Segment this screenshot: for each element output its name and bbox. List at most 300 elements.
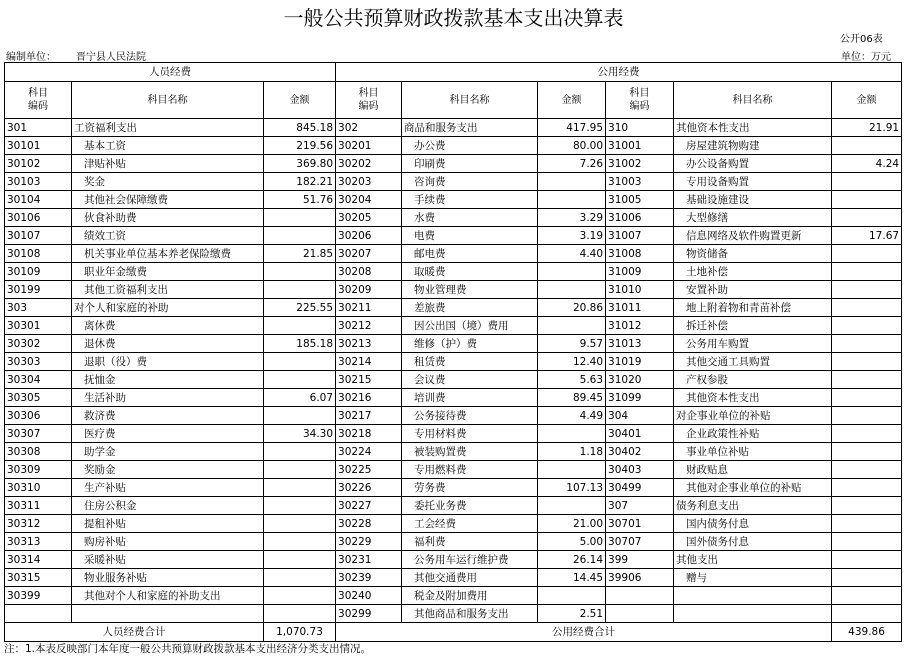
col3-amount-cell: 21.91 (832, 119, 902, 137)
col1-code-cell: 30302 (5, 335, 72, 353)
col3-code-cell: 31013 (606, 335, 674, 353)
col2-amount-cell: 7.26 (538, 155, 606, 173)
col1-code-cell: 30301 (5, 317, 72, 335)
col3-code-cell: 39906 (606, 569, 674, 587)
col1-amount-cell (264, 227, 336, 245)
col3-name-cell: 拆迁补偿 (674, 317, 832, 335)
col1-code-cell: 30308 (5, 443, 72, 461)
table-row (5, 443, 902, 461)
col3-code-cell: 31099 (606, 389, 674, 407)
col2-amount-cell: 26.14 (538, 551, 606, 569)
col3-name-cell: 对企事业单位的补贴 (674, 407, 832, 425)
section-public: 公用经费 (336, 63, 902, 82)
col1-name-cell: 采暖补贴 (72, 551, 264, 569)
col3-name-cell: 其他支出 (674, 551, 832, 569)
col1-code-cell: 30313 (5, 533, 72, 551)
col3-amount-cell (832, 425, 902, 443)
col3-code-cell: 399 (606, 551, 674, 569)
col3-amount-cell (832, 263, 902, 281)
col1-name-cell: 其他社会保障缴费 (72, 191, 264, 209)
col2-name-cell: 其他商品和服务支出 (402, 605, 538, 623)
col1-code-cell: 30399 (5, 587, 72, 605)
col3-name-cell: 国外债务付息 (674, 533, 832, 551)
col3-name-cell: 其他资本性支出 (674, 119, 832, 137)
col1-name-cell: 工资福利支出 (72, 119, 264, 137)
col3-name-cell: 事业单位补贴 (674, 443, 832, 461)
table-row (5, 155, 902, 173)
col3-name-cell: 赠与 (674, 569, 832, 587)
col3-amount-cell (832, 389, 902, 407)
col1-name-cell: 提租补贴 (72, 515, 264, 533)
col2-code-cell: 30213 (336, 335, 402, 353)
col3-code-cell: 30707 (606, 533, 674, 551)
form-number: 公开06表 (840, 34, 883, 45)
col3-amount-cell (832, 605, 902, 623)
col1-code-cell: 303 (5, 299, 72, 317)
header-name: 科目名称 (674, 82, 832, 119)
col3-amount-cell (832, 533, 902, 551)
col2-name-cell: 电费 (402, 227, 538, 245)
col1-amount-cell (264, 533, 336, 551)
col2-amount-cell: 89.45 (538, 389, 606, 407)
col2-name-cell: 维修（护）费 (402, 335, 538, 353)
col1-amount-cell: 845.18 (264, 119, 336, 137)
col3-name-cell: 地上附着物和青苗补偿 (674, 299, 832, 317)
col2-name-cell: 印刷费 (402, 155, 538, 173)
col2-name-cell: 商品和服务支出 (402, 119, 538, 137)
col3-code-cell: 31020 (606, 371, 674, 389)
col1-amount-cell: 21.85 (264, 245, 336, 263)
col1-amount-cell (264, 461, 336, 479)
col2-code-cell: 30208 (336, 263, 402, 281)
col3-code-cell: 31011 (606, 299, 674, 317)
col3-amount-cell (832, 587, 902, 605)
header-code (336, 82, 402, 119)
col2-amount-cell: 80.00 (538, 137, 606, 155)
col1-code-cell: 30311 (5, 497, 72, 515)
col1-amount-cell: 51.76 (264, 191, 336, 209)
col2-amount-cell (538, 317, 606, 335)
col1-amount-cell (264, 443, 336, 461)
col2-name-cell: 邮电费 (402, 245, 538, 263)
unit-name: 晋宁县人民法院 (76, 52, 146, 63)
col2-name-cell: 会议费 (402, 371, 538, 389)
col1-code-cell: 30304 (5, 371, 72, 389)
footnote: 注：1.本表反映部门本年度一般公共预算财政拨款基本支出经济分类支出情况。 (4, 643, 372, 655)
col2-code-cell: 30202 (336, 155, 402, 173)
col2-name-cell: 因公出国（境）费用 (402, 317, 538, 335)
col3-amount-cell (832, 191, 902, 209)
col2-amount-cell (538, 587, 606, 605)
col2-code-cell: 30215 (336, 371, 402, 389)
col3-amount-cell (832, 335, 902, 353)
report-title: 一般公共预算财政拨款基本支出决算表 (283, 6, 624, 30)
col2-code-cell: 30225 (336, 461, 402, 479)
col1-amount-cell (264, 587, 336, 605)
col3-amount-cell (832, 569, 902, 587)
col2-amount-cell: 20.86 (538, 299, 606, 317)
col2-name-cell: 专用燃料费 (402, 461, 538, 479)
table-row (5, 353, 902, 371)
header-code-text: 科目 编码 (28, 88, 48, 112)
col3-code-cell: 31008 (606, 245, 674, 263)
header-name: 科目名称 (72, 82, 264, 119)
col1-amount-cell (264, 605, 336, 623)
col3-code-cell: 310 (606, 119, 674, 137)
col1-amount-cell: 182.21 (264, 173, 336, 191)
col1-name-cell: 医疗费 (72, 425, 264, 443)
col3-amount-cell (832, 173, 902, 191)
col1-name-cell: 机关事业单位基本养老保险缴费 (72, 245, 264, 263)
col1-amount-cell: 225.55 (264, 299, 336, 317)
col1-name-cell: 津贴补贴 (72, 155, 264, 173)
col1-code-cell: 30307 (5, 425, 72, 443)
col2-code-cell: 30217 (336, 407, 402, 425)
table-row (5, 551, 902, 569)
col3-code-cell: 31010 (606, 281, 674, 299)
col2-amount-cell: 5.00 (538, 533, 606, 551)
col3-code-cell: 31001 (606, 137, 674, 155)
table-row (5, 461, 902, 479)
col2-name-cell: 水费 (402, 209, 538, 227)
col3-name-cell: 大型修缮 (674, 209, 832, 227)
table-row (5, 209, 902, 227)
personnel-total-label: 人员经费合计 (5, 623, 264, 642)
col2-code-cell: 30205 (336, 209, 402, 227)
col3-name-cell: 土地补偿 (674, 263, 832, 281)
col1-name-cell: 退休费 (72, 335, 264, 353)
table-row (5, 263, 902, 281)
section-personnel: 人员经费 (5, 63, 336, 82)
col3-code-cell: 30402 (606, 443, 674, 461)
col2-name-cell: 劳务费 (402, 479, 538, 497)
col1-code-cell: 30312 (5, 515, 72, 533)
table-row (5, 137, 902, 155)
col2-name-cell: 公务用车运行维护费 (402, 551, 538, 569)
col1-amount-cell: 185.18 (264, 335, 336, 353)
col1-code-cell: 30306 (5, 407, 72, 425)
col1-code-cell: 30199 (5, 281, 72, 299)
table-row (5, 371, 902, 389)
col3-code-cell: 31009 (606, 263, 674, 281)
table-row (5, 515, 902, 533)
col2-amount-cell: 1.18 (538, 443, 606, 461)
col1-name-cell: 其他工资福利支出 (72, 281, 264, 299)
col3-name-cell: 信息网络及软件购置更新 (674, 227, 832, 245)
table-row (5, 191, 902, 209)
col2-name-cell: 委托业务费 (402, 497, 538, 515)
table-row (5, 389, 902, 407)
col3-name-cell: 债务利息支出 (674, 497, 832, 515)
col1-name-cell: 离休费 (72, 317, 264, 335)
col2-code-cell: 30207 (336, 245, 402, 263)
col3-amount-cell (832, 407, 902, 425)
col2-amount-cell (538, 461, 606, 479)
col2-code-cell: 30240 (336, 587, 402, 605)
col3-name-cell: 企业政策性补贴 (674, 425, 832, 443)
col1-amount-cell (264, 551, 336, 569)
col3-name-cell: 其他交通工具购置 (674, 353, 832, 371)
col2-code-cell: 30231 (336, 551, 402, 569)
col1-name-cell: 伙食补助费 (72, 209, 264, 227)
table-row (5, 119, 902, 137)
col2-code-cell: 30211 (336, 299, 402, 317)
col3-name-cell: 国内债务付息 (674, 515, 832, 533)
col1-code-cell: 30309 (5, 461, 72, 479)
header-code-text: 科目 编码 (629, 88, 650, 112)
col1-name-cell: 其他对个人和家庭的补助支出 (72, 587, 264, 605)
col1-code-cell: 30109 (5, 263, 72, 281)
col3-amount-cell (832, 353, 902, 371)
col3-amount-cell (832, 281, 902, 299)
col3-code-cell: 30701 (606, 515, 674, 533)
col1-code-cell (5, 605, 72, 623)
col1-amount-cell (264, 515, 336, 533)
col1-amount-cell: 6.07 (264, 389, 336, 407)
col2-name-cell: 取暖费 (402, 263, 538, 281)
col3-amount-cell (832, 497, 902, 515)
col1-code-cell: 30101 (5, 137, 72, 155)
header-code (5, 82, 72, 119)
col2-code-cell: 30228 (336, 515, 402, 533)
col1-code-cell: 30315 (5, 569, 72, 587)
col1-code-cell: 30108 (5, 245, 72, 263)
col3-code-cell (606, 587, 674, 605)
col3-name-cell (674, 605, 832, 623)
col2-code-cell: 30226 (336, 479, 402, 497)
col3-amount-cell (832, 317, 902, 335)
col2-amount-cell: 2.51 (538, 605, 606, 623)
col3-code-cell: 31005 (606, 191, 674, 209)
col2-name-cell: 福利费 (402, 533, 538, 551)
col3-amount-cell (832, 371, 902, 389)
col1-name-cell: 助学金 (72, 443, 264, 461)
table-row (5, 425, 902, 443)
col1-name-cell: 退职（役）费 (72, 353, 264, 371)
col2-amount-cell (538, 263, 606, 281)
col1-amount-cell (264, 263, 336, 281)
table-row (5, 281, 902, 299)
col2-amount-cell: 417.95 (538, 119, 606, 137)
col3-code-cell: 30403 (606, 461, 674, 479)
col3-name-cell: 公务用车购置 (674, 335, 832, 353)
col2-name-cell: 培训费 (402, 389, 538, 407)
table-row (5, 497, 902, 515)
col3-code-cell: 304 (606, 407, 674, 425)
col3-amount-cell (832, 443, 902, 461)
col1-code-cell: 301 (5, 119, 72, 137)
header-code (606, 82, 674, 119)
col2-amount-cell (538, 173, 606, 191)
col1-code-cell: 30305 (5, 389, 72, 407)
col1-name-cell: 职业年金缴费 (72, 263, 264, 281)
col1-amount-cell (264, 407, 336, 425)
col3-amount-cell (832, 479, 902, 497)
table-row (5, 479, 902, 497)
col3-code-cell: 31007 (606, 227, 674, 245)
col2-code-cell: 30201 (336, 137, 402, 155)
col3-code-cell: 31002 (606, 155, 674, 173)
col2-amount-cell: 3.19 (538, 227, 606, 245)
col2-name-cell: 工会经费 (402, 515, 538, 533)
col2-code-cell: 30212 (336, 317, 402, 335)
col3-code-cell: 31012 (606, 317, 674, 335)
col2-amount-cell: 14.45 (538, 569, 606, 587)
col1-name-cell: 物业服务补贴 (72, 569, 264, 587)
col3-name-cell: 专用设备购置 (674, 173, 832, 191)
col2-code-cell: 30218 (336, 425, 402, 443)
col3-amount-cell: 4.24 (832, 155, 902, 173)
col1-amount-cell (264, 281, 336, 299)
table-row (5, 173, 902, 191)
col3-amount-cell (832, 515, 902, 533)
col3-amount-cell (832, 245, 902, 263)
public-total-label: 公用经费合计 (336, 623, 832, 642)
col2-code-cell: 30206 (336, 227, 402, 245)
header-code-text: 科目 编码 (358, 88, 379, 112)
expenditure-table (4, 62, 902, 642)
col2-name-cell: 物业管理费 (402, 281, 538, 299)
col2-amount-cell: 9.57 (538, 335, 606, 353)
col2-name-cell: 办公费 (402, 137, 538, 155)
col1-name-cell: 购房补贴 (72, 533, 264, 551)
col2-amount-cell (538, 497, 606, 515)
col3-code-cell: 30401 (606, 425, 674, 443)
money-unit: 单位：万元 (841, 52, 891, 63)
col2-code-cell: 30216 (336, 389, 402, 407)
col1-amount-cell (264, 209, 336, 227)
col2-amount-cell: 107.13 (538, 479, 606, 497)
col3-name-cell: 财政贴息 (674, 461, 832, 479)
col1-code-cell: 30107 (5, 227, 72, 245)
col2-code-cell: 30224 (336, 443, 402, 461)
col2-amount-cell (538, 191, 606, 209)
col1-name-cell: 奖励金 (72, 461, 264, 479)
personnel-total-amount: 1,070.73 (264, 623, 336, 642)
col2-code-cell: 30203 (336, 173, 402, 191)
col3-code-cell: 31019 (606, 353, 674, 371)
col2-code-cell: 302 (336, 119, 402, 137)
col2-name-cell: 租赁费 (402, 353, 538, 371)
col3-name-cell: 房屋建筑物购建 (674, 137, 832, 155)
table-row (5, 605, 902, 623)
col3-amount-cell (832, 551, 902, 569)
col1-code-cell: 30106 (5, 209, 72, 227)
table-row (5, 407, 902, 425)
col1-name-cell: 奖金 (72, 173, 264, 191)
col2-name-cell: 差旅费 (402, 299, 538, 317)
col1-code-cell: 30104 (5, 191, 72, 209)
col1-code-cell: 30310 (5, 479, 72, 497)
col1-amount-cell (264, 569, 336, 587)
col1-name-cell: 住房公积金 (72, 497, 264, 515)
col2-amount-cell: 4.49 (538, 407, 606, 425)
col1-code-cell: 30303 (5, 353, 72, 371)
col2-name-cell: 其他交通费用 (402, 569, 538, 587)
col3-name-cell: 其他对企事业单位的补贴 (674, 479, 832, 497)
col1-name-cell: 对个人和家庭的补助 (72, 299, 264, 317)
col1-name-cell: 基本工资 (72, 137, 264, 155)
table-row (5, 533, 902, 551)
totals-row (5, 623, 902, 642)
col2-code-cell: 30229 (336, 533, 402, 551)
col1-name-cell: 生产补贴 (72, 479, 264, 497)
col1-amount-cell: 34.30 (264, 425, 336, 443)
header-amount: 金额 (538, 82, 606, 119)
col1-code-cell: 30102 (5, 155, 72, 173)
col2-name-cell: 专用材料费 (402, 425, 538, 443)
col2-amount-cell: 5.63 (538, 371, 606, 389)
col3-amount-cell: 17.67 (832, 227, 902, 245)
header-name: 科目名称 (402, 82, 538, 119)
col2-code-cell: 30227 (336, 497, 402, 515)
table-row (5, 569, 902, 587)
table-row (5, 587, 902, 605)
col1-code-cell: 30314 (5, 551, 72, 569)
col2-amount-cell: 21.00 (538, 515, 606, 533)
col2-code-cell: 30204 (336, 191, 402, 209)
table-row (5, 317, 902, 335)
col3-code-cell (606, 605, 674, 623)
col1-name-cell (72, 605, 264, 623)
col1-name-cell: 绩效工资 (72, 227, 264, 245)
col2-name-cell: 税金及附加费用 (402, 587, 538, 605)
col2-code-cell: 30299 (336, 605, 402, 623)
header-amount: 金额 (264, 82, 336, 119)
header-amount: 金额 (832, 82, 902, 119)
col1-name-cell: 救济费 (72, 407, 264, 425)
col2-amount-cell (538, 425, 606, 443)
col2-amount-cell: 3.29 (538, 209, 606, 227)
col1-amount-cell: 369.80 (264, 155, 336, 173)
col1-amount-cell (264, 497, 336, 515)
col2-amount-cell: 4.40 (538, 245, 606, 263)
table-row (5, 299, 902, 317)
col3-name-cell: 产权参股 (674, 371, 832, 389)
column-header-row (5, 82, 902, 119)
col1-name-cell: 生活补助 (72, 389, 264, 407)
col1-code-cell: 30103 (5, 173, 72, 191)
col3-name-cell: 安置补助 (674, 281, 832, 299)
col3-name-cell (674, 587, 832, 605)
section-header-row (5, 63, 902, 82)
col3-code-cell: 30499 (606, 479, 674, 497)
col2-code-cell: 30209 (336, 281, 402, 299)
table-row (5, 227, 902, 245)
col1-name-cell: 抚恤金 (72, 371, 264, 389)
col3-code-cell: 31003 (606, 173, 674, 191)
col1-amount-cell (264, 479, 336, 497)
col2-name-cell: 被装购置费 (402, 443, 538, 461)
col3-amount-cell (832, 209, 902, 227)
col2-amount-cell: 12.40 (538, 353, 606, 371)
col3-name-cell: 办公设备购置 (674, 155, 832, 173)
col3-name-cell: 其他资本性支出 (674, 389, 832, 407)
public-total-amount: 439.86 (832, 623, 902, 642)
col2-name-cell: 咨询费 (402, 173, 538, 191)
col3-name-cell: 物资储备 (674, 245, 832, 263)
unit-label: 编制单位： (6, 52, 56, 63)
col1-amount-cell (264, 317, 336, 335)
col3-amount-cell (832, 299, 902, 317)
col3-code-cell: 31006 (606, 209, 674, 227)
col2-name-cell: 公务接待费 (402, 407, 538, 425)
col3-code-cell: 307 (606, 497, 674, 515)
table-row (5, 245, 902, 263)
col2-amount-cell (538, 281, 606, 299)
col3-name-cell: 基础设施建设 (674, 191, 832, 209)
col3-amount-cell (832, 461, 902, 479)
